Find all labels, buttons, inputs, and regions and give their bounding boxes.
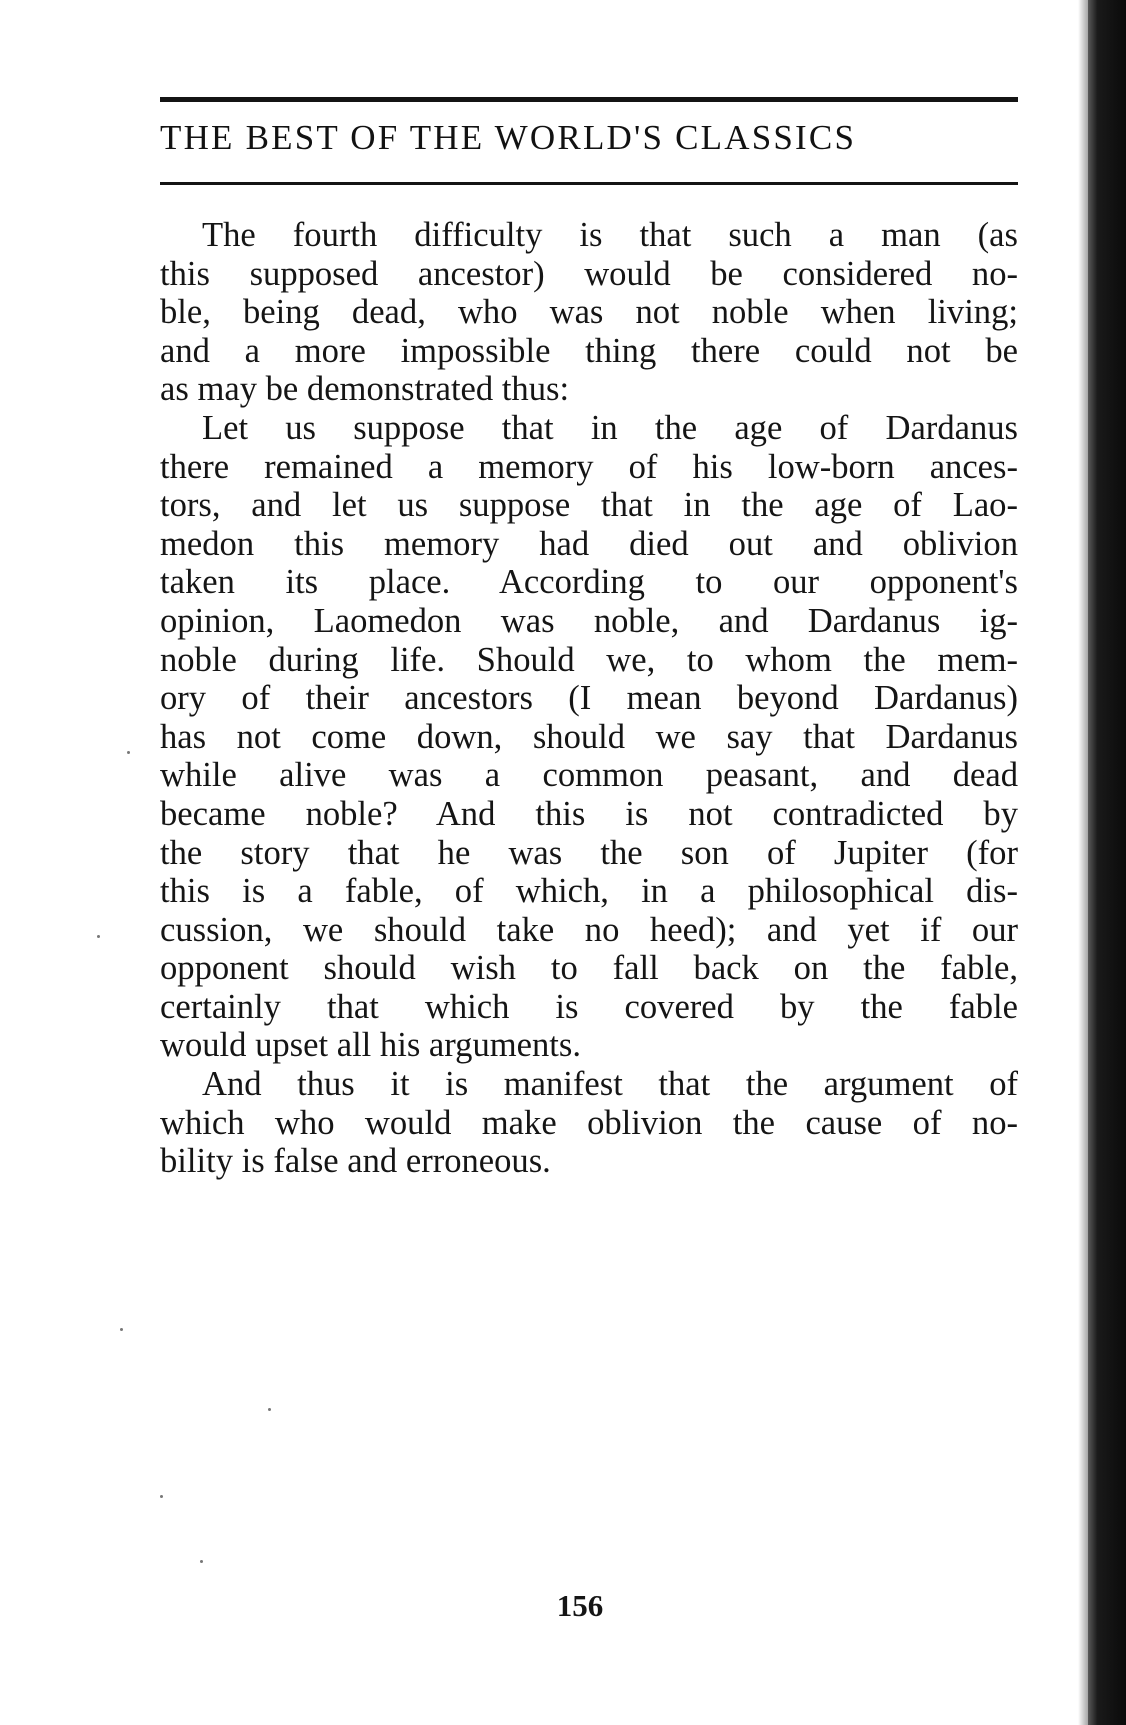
text-line: certainly that which is covered by the fable [160, 987, 1018, 1026]
scan-speck [160, 1495, 163, 1498]
scan-speck [97, 935, 100, 938]
text-line: And thus it is manifest that the argument of [202, 1065, 1018, 1104]
text-line: while alive was a common peasant, and dead [160, 756, 1018, 795]
text-line: which who would make oblivion the cause of no- [160, 1103, 1018, 1142]
text-line: tors, and let us suppose that in the age of Lao- [160, 486, 1018, 525]
text-line: opinion, Laomedon was noble, and Dardanus ig- [160, 601, 1018, 640]
text-line: bility is false and erroneous. [160, 1142, 551, 1181]
text-line: Let us suppose that in the age of Dardanus [202, 408, 1018, 447]
text-line: would upset all his arguments. [160, 1026, 581, 1065]
text-line: there remained a memory of his low-born ances- [160, 447, 1018, 486]
header-rule-bottom [160, 182, 1018, 185]
text-line: The fourth difficulty is that such a man (as [202, 216, 1018, 254]
text-line: and a more impossible thing there could not be [160, 331, 1018, 370]
scan-speck [127, 751, 130, 754]
running-head: THE BEST OF THE WORLD'S CLASSICS [160, 118, 857, 157]
scan-speck [200, 1560, 203, 1563]
scan-speck [120, 1328, 123, 1331]
text-line: as may be demonstrated thus: [160, 370, 570, 409]
binding-edge [1088, 0, 1126, 1725]
text-line: medon this memory had died out and oblivion [160, 524, 1018, 563]
text-line: noble during life. Should we, to whom the mem- [160, 640, 1018, 679]
header-rule-top [160, 97, 1018, 102]
text-line: cussion, we should take no heed); and yet if our [160, 910, 1018, 949]
scan-speck [268, 1408, 271, 1411]
text-line: the story that he was the son of Jupiter (for [160, 833, 1018, 872]
text-line: became noble? And this is not contradicted by [160, 794, 1018, 833]
text-line: has not come down, should we say that Dardanus [160, 717, 1018, 756]
text-line: this is a fable, of which, in a philosophical dis- [160, 872, 1018, 911]
text-line: ble, being dead, who was not noble when living; [160, 293, 1018, 332]
page-number: 156 [556, 1588, 604, 1623]
text-line: opponent should wish to fall back on the fable, [160, 949, 1018, 988]
text-line: this supposed ancestor) would be considered no- [160, 254, 1018, 293]
body-text [160, 216, 1018, 1181]
text-line: taken its place. According to our opponent's [160, 563, 1018, 602]
text-line: ory of their ancestors (I mean beyond Dardanus) [160, 679, 1018, 718]
